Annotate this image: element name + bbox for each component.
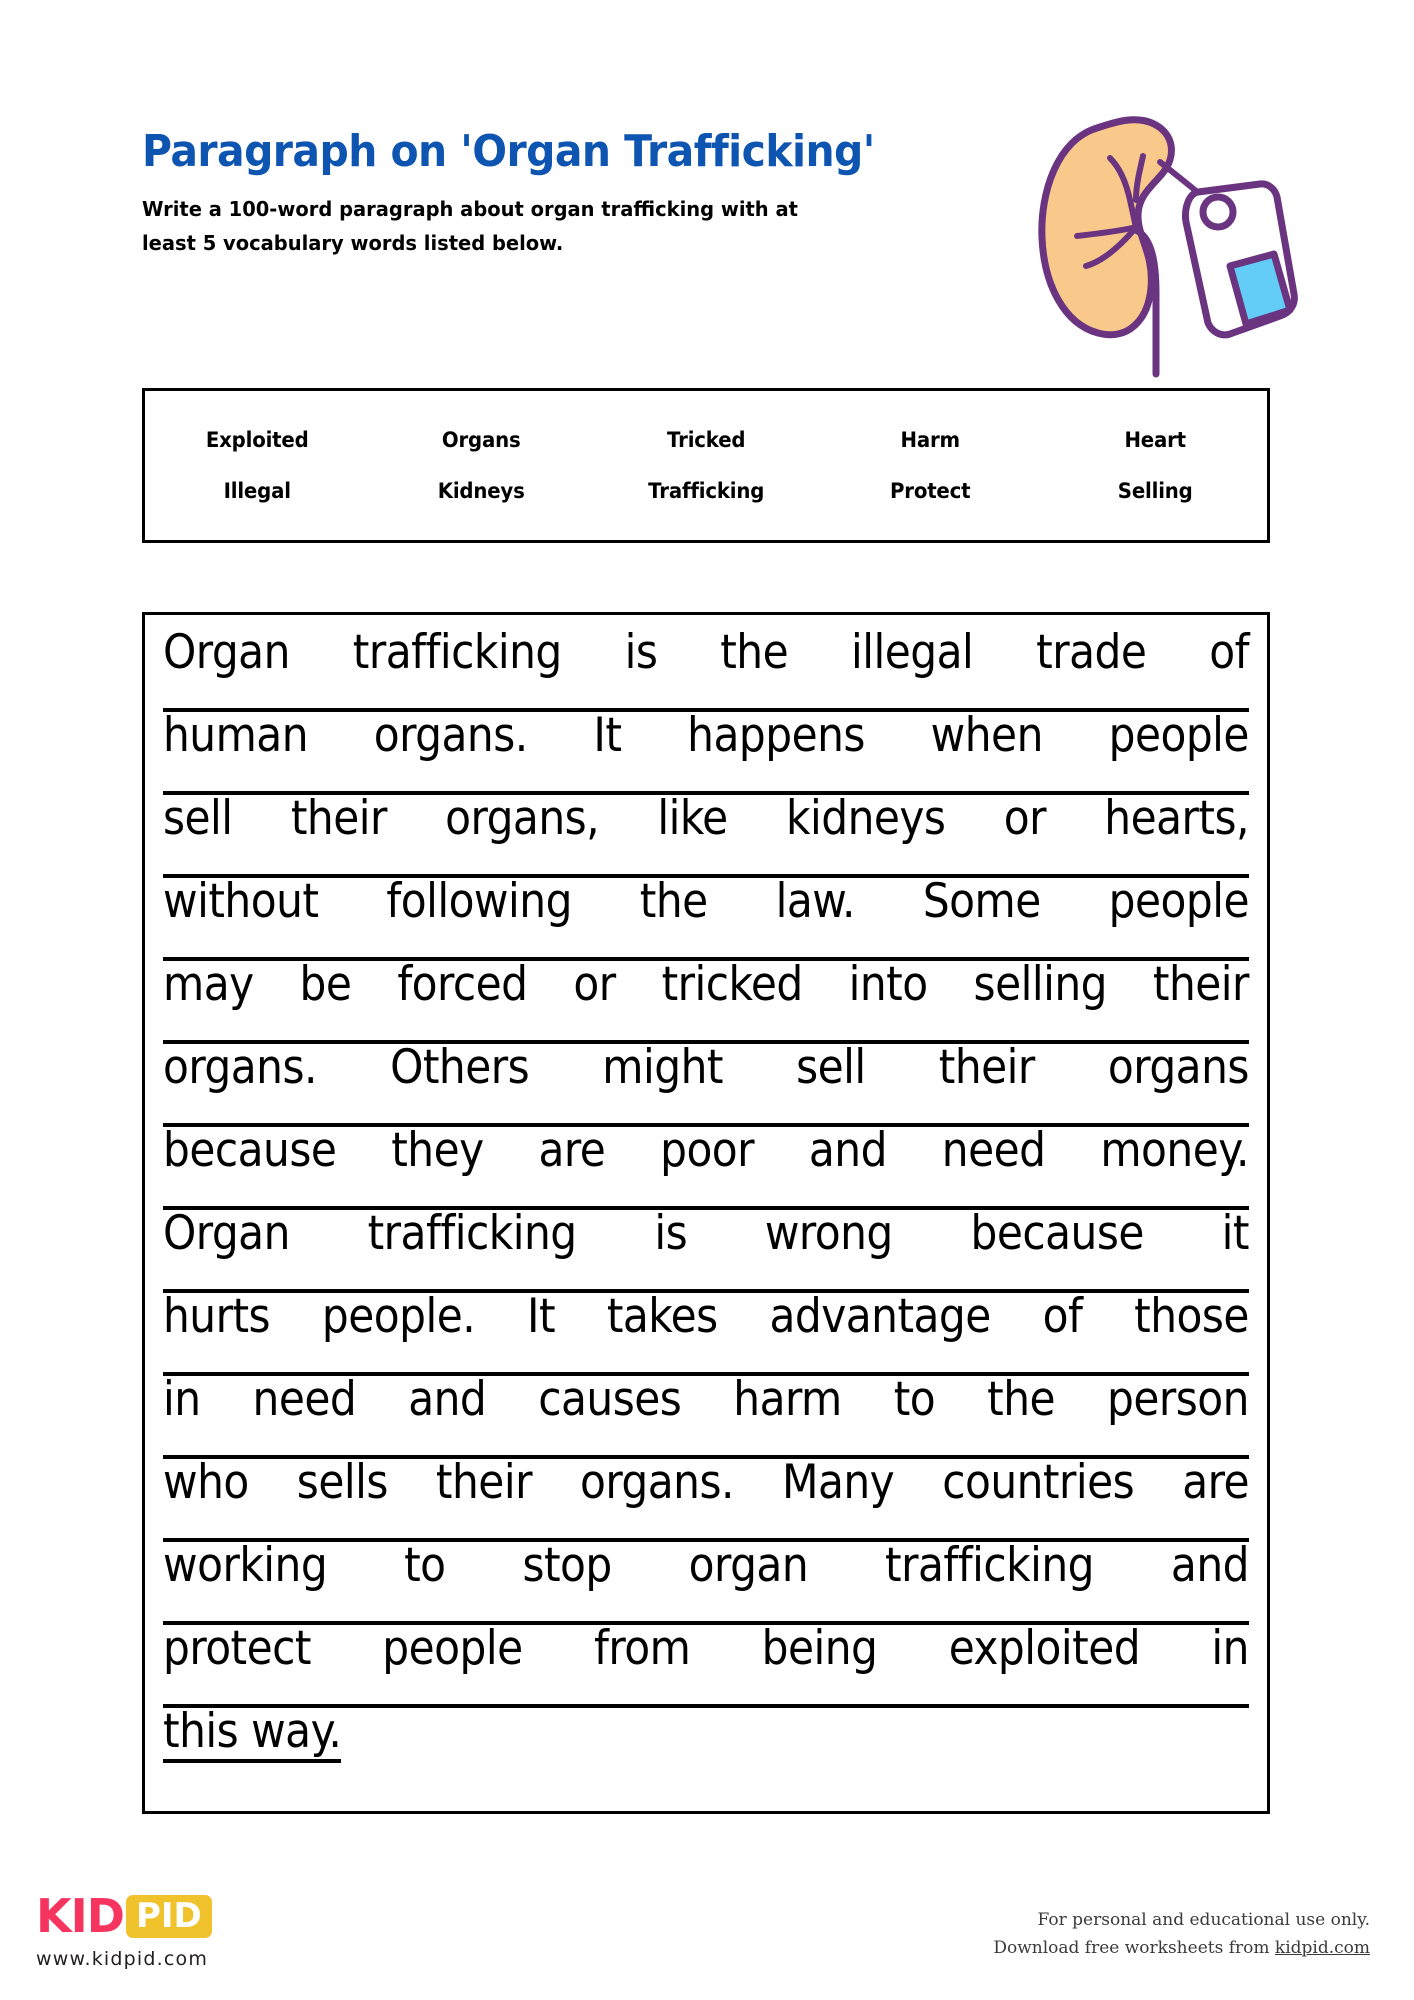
answer-word: trade (1036, 625, 1147, 680)
vocabulary-word: Selling (1117, 479, 1193, 503)
answer-word: the (639, 874, 708, 929)
answer-word: may (163, 957, 254, 1012)
answer-word: exploited (948, 1621, 1141, 1676)
answer-word: need (941, 1123, 1046, 1178)
worksheet-header (142, 128, 1272, 358)
answer-word: stop (522, 1538, 612, 1593)
answer-word: to (893, 1372, 936, 1427)
answer-word: kidneys (786, 791, 946, 846)
answer-word: or (1003, 791, 1046, 846)
vocabulary-word-bank (142, 388, 1270, 543)
footer-note-line-2 (993, 1934, 1370, 1962)
answer-word: and (808, 1123, 887, 1178)
answer-word-group: this way. (163, 1708, 341, 1763)
answer-word: people (382, 1621, 523, 1676)
answer-word: human (163, 708, 309, 763)
vocabulary-word: Exploited (205, 428, 309, 452)
answer-word: it (1221, 1206, 1249, 1261)
answer-word: without (163, 874, 319, 929)
paragraph-answer-area[interactable] (142, 612, 1270, 1814)
answer-word: trafficking (885, 1538, 1095, 1593)
answer-word: because (970, 1206, 1144, 1261)
vocabulary-word: Protect (890, 479, 971, 503)
answer-line (163, 1123, 1249, 1210)
answer-word: Some (922, 874, 1041, 929)
answer-line (163, 1289, 1249, 1376)
answer-word: in (1211, 1621, 1249, 1676)
answer-word: trafficking (352, 625, 562, 680)
answer-word: It (593, 708, 622, 763)
vocabulary-word: Tricked (666, 428, 746, 452)
answer-line (163, 1621, 1249, 1708)
answer-word: organs, (445, 791, 600, 846)
answer-line (163, 874, 1249, 961)
answer-word: organs. (579, 1455, 734, 1510)
answer-word: being (761, 1621, 878, 1676)
vocabulary-word: Heart (1124, 428, 1186, 452)
answer-word: their (938, 1040, 1035, 1095)
answer-word: be (299, 957, 352, 1012)
answer-word: their (435, 1455, 532, 1510)
answer-line (163, 1704, 1249, 1791)
answer-word: Many (781, 1455, 895, 1510)
answer-word: sell (163, 791, 233, 846)
answer-word: the (720, 625, 789, 680)
vocabulary-word: Kidneys (438, 479, 526, 503)
answer-word: is (654, 1206, 688, 1261)
answer-word: who (163, 1455, 249, 1510)
answer-word: because (163, 1123, 337, 1178)
answer-word: their (1152, 957, 1249, 1012)
answer-word: might (602, 1040, 723, 1095)
answer-word: are (1182, 1455, 1249, 1510)
answer-word: forced (397, 957, 528, 1012)
answer-word: harm (733, 1372, 842, 1427)
answer-word: takes (606, 1289, 718, 1344)
answer-word: people. (321, 1289, 476, 1344)
answer-word: their (290, 791, 387, 846)
logo-kid-text: KID (36, 1889, 124, 1943)
answer-word: into (848, 957, 928, 1012)
answer-word: trafficking (367, 1206, 577, 1261)
answer-word: of (1042, 1289, 1083, 1344)
answer-word: the (987, 1372, 1056, 1427)
answer-word: Organ (163, 625, 290, 680)
answer-word: wrong (764, 1206, 893, 1261)
answer-word: they (391, 1123, 484, 1178)
vocabulary-word: Illegal (223, 479, 291, 503)
footer-usage-note (993, 1906, 1370, 1962)
page-instructions: Write a 100-word paragraph about organ trafficking with at least 5 vocabulary words listed below. (142, 197, 798, 255)
answer-word: and (408, 1372, 487, 1427)
answer-word: to (404, 1538, 446, 1593)
footer-note-line-1: For personal and educational use only. (1037, 1910, 1370, 1930)
header-text-block (142, 128, 1022, 260)
answer-word: poor (660, 1123, 755, 1178)
vocabulary-word: Trafficking (648, 479, 765, 503)
answer-word: It (526, 1289, 556, 1344)
answer-line (163, 1040, 1249, 1127)
answer-word: sells (296, 1455, 388, 1510)
answer-word: people (1108, 874, 1249, 929)
answer-word: is (624, 625, 658, 680)
footer-note-prefix: Download free worksheets from (993, 1938, 1275, 1959)
answer-word: organs. (163, 1040, 317, 1095)
answer-word: those (1134, 1289, 1249, 1344)
answer-word: need (252, 1372, 357, 1427)
kidney-with-price-tag-icon (1002, 88, 1302, 388)
answer-word: organ (688, 1538, 809, 1593)
logo-mark (36, 1890, 296, 1942)
answer-word: when (930, 708, 1043, 763)
kidpid-link[interactable]: kidpid.com (1274, 1938, 1370, 1959)
page-title: Paragraph on 'Organ Trafficking' (142, 126, 875, 177)
answer-word: working (163, 1538, 328, 1593)
answer-word: person (1107, 1372, 1249, 1427)
kidpid-logo (36, 1890, 296, 1970)
vocabulary-word: Organs (442, 428, 521, 452)
answer-line (163, 1372, 1249, 1459)
answer-line (163, 625, 1249, 712)
vocabulary-row (145, 479, 1267, 503)
answer-word: selling (973, 957, 1107, 1012)
vocabulary-word: Harm (900, 428, 961, 452)
answer-word: sell (796, 1040, 866, 1095)
answer-word: in (163, 1372, 201, 1427)
answer-word: tricked (661, 957, 803, 1012)
logo-website-url: www.kidpid.com (36, 1948, 209, 1970)
answer-word: countries (942, 1455, 1135, 1510)
answer-word: from (594, 1621, 691, 1676)
answer-line (163, 1455, 1249, 1542)
answer-word: Organ (163, 1206, 290, 1261)
answer-word: organs. (373, 708, 528, 763)
vocabulary-row (145, 428, 1267, 452)
answer-word: following (386, 874, 572, 929)
answer-word: law. (775, 874, 855, 929)
answer-word: causes (538, 1372, 682, 1427)
answer-word: protect (163, 1621, 311, 1676)
answer-word: money. (1100, 1123, 1249, 1178)
answer-word: happens (687, 708, 865, 763)
answer-word: advantage (769, 1289, 991, 1344)
logo-pid-text: PID (126, 1895, 212, 1938)
answer-word: Others (390, 1040, 530, 1095)
answer-word: organs (1107, 1040, 1249, 1095)
answer-word: and (1170, 1538, 1249, 1593)
answer-word: people (1108, 708, 1249, 763)
answer-line (163, 708, 1249, 795)
answer-line (163, 1538, 1249, 1625)
answer-word: are (538, 1123, 606, 1178)
answer-word: illegal (851, 625, 974, 680)
answer-word: of (1209, 625, 1249, 680)
answer-word: hurts (163, 1289, 271, 1344)
answer-line (163, 957, 1249, 1044)
answer-word: or (573, 957, 616, 1012)
answer-word: hearts, (1104, 791, 1249, 846)
answer-line (163, 1206, 1249, 1293)
answer-word: like (657, 791, 728, 846)
answer-line (163, 791, 1249, 878)
